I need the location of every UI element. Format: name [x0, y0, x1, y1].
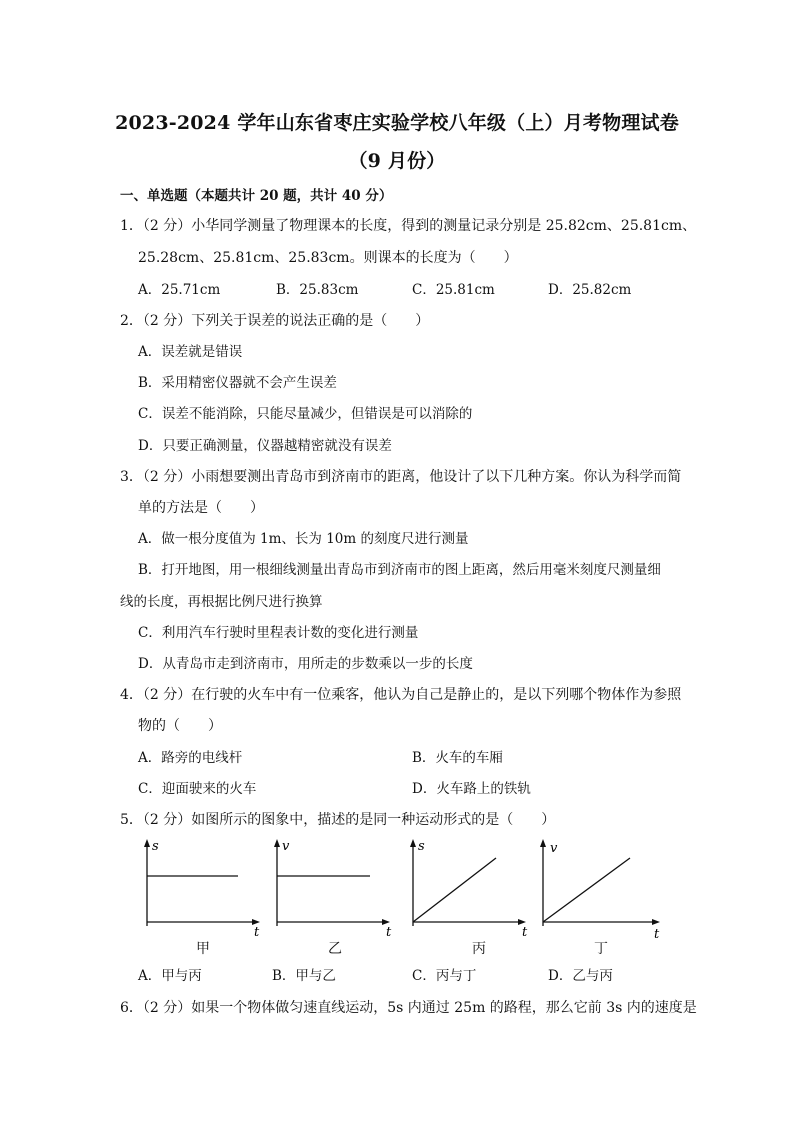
q4-option-a[interactable]: A．路旁的电线杆 — [138, 750, 243, 766]
q5-option-c[interactable]: C．丙与丁 — [412, 968, 477, 984]
graph-jia-y-label: s — [152, 839, 159, 854]
question-4-text-cont: 物的（ ） — [138, 718, 222, 734]
q3-option-a[interactable]: A．做一根分度值为 1m、长为 10m 的刻度尺进行测量 — [138, 531, 469, 547]
q2-option-b[interactable]: B．采用精密仪器就不会产生误差 — [138, 375, 337, 391]
graph-bing-x-label: t — [522, 925, 528, 940]
graph-ding — [532, 836, 666, 948]
question-3-text: 3．（2 分）小雨想要测出青岛市到济南市的距离，他设计了以下几种方案。你认为科学而简 — [120, 469, 682, 485]
graph-ding-x-label: t — [654, 927, 660, 942]
question-1-text: 1．（2 分）小华同学测量了物理课本的长度，得到的测量记录分别是 25.82cm、25.81cm、 — [120, 218, 697, 234]
q3-option-c[interactable]: C．利用汽车行驶时里程表计数的变化进行测量 — [138, 625, 419, 641]
q3-option-b[interactable]: B．打开地图，用一根细线测量出青岛市到济南市的图上距离，然后用毫米刻度尺测量细 — [138, 562, 661, 578]
graph-ding-line — [543, 858, 630, 922]
graph-yi-caption: 乙 — [328, 941, 342, 957]
q5-option-b[interactable]: B．甲与乙 — [272, 968, 336, 984]
question-2-text: 2．（2 分）下列关于误差的说法正确的是（ ） — [120, 313, 430, 329]
graph-bing-caption: 丙 — [472, 941, 486, 957]
section-heading: 一、单选题（本题共计 20 题，共计 40 分） — [120, 188, 393, 204]
q2-option-d[interactable]: D．只要正确测量，仪器越精密就没有误差 — [138, 438, 392, 454]
q3-option-d[interactable]: D．从青岛市走到济南市，用所走的步数乘以一步的长度 — [138, 656, 473, 672]
q5-option-a[interactable]: A．甲与丙 — [138, 968, 202, 984]
graph-yi — [266, 836, 396, 948]
graph-jia-caption: 甲 — [196, 941, 210, 957]
graph-yi-x-label: t — [386, 925, 392, 940]
q4-option-c[interactable]: C．迎面驶来的火车 — [138, 781, 257, 797]
graph-yi-y-label: v — [282, 839, 290, 854]
graph-ding-y-label: v — [550, 841, 558, 856]
q1-option-b[interactable]: B．25.83cm — [276, 282, 359, 298]
q2-option-c[interactable]: C．误差不能消除，只能尽量减少，但错误是可以消除的 — [138, 406, 473, 422]
question-4-text: 4．（2 分）在行驶的火车中有一位乘客，他认为自己是静止的，是以下列哪个物体作为参照 — [120, 687, 682, 703]
exam-subtitle: （9 月份） — [348, 150, 446, 172]
graph-bing-line — [413, 858, 496, 922]
q3-option-b-cont: 线的长度，再根据比例尺进行换算 — [120, 594, 323, 610]
exam-title: 2023-2024 学年山东省枣庄实验学校八年级（上）月考物理试卷 — [115, 112, 679, 134]
graph-jia — [136, 836, 266, 948]
question-1-text-cont: 25.28cm、25.81cm、25.83cm。则课本的长度为（ ） — [138, 250, 518, 266]
q1-option-c[interactable]: C．25.81cm — [412, 282, 495, 298]
graph-bing-y-label: s — [418, 839, 425, 854]
q4-option-b[interactable]: B．火车的车厢 — [412, 750, 503, 766]
question-6-text: 6．（2 分）如果一个物体做匀速直线运动，5s 内通过 25m 的路程，那么它前 3s 内的速度是 — [120, 1000, 697, 1016]
q1-option-d[interactable]: D．25.82cm — [548, 282, 632, 298]
graph-bing — [402, 836, 532, 948]
q2-option-a[interactable]: A．误差就是错误 — [138, 344, 243, 360]
question-5-text: 5．（2 分）如图所示的图象中，描述的是同一种运动形式的是（ ） — [120, 812, 556, 828]
q1-option-a[interactable]: A．25.71cm — [138, 282, 221, 298]
q5-option-d[interactable]: D．乙与丙 — [548, 968, 613, 984]
q4-option-d[interactable]: D．火车路上的铁轨 — [412, 781, 531, 797]
graph-ding-caption: 丁 — [594, 941, 608, 957]
graph-jia-x-label: t — [254, 925, 260, 940]
question-3-text-cont: 单的方法是（ ） — [138, 500, 264, 516]
